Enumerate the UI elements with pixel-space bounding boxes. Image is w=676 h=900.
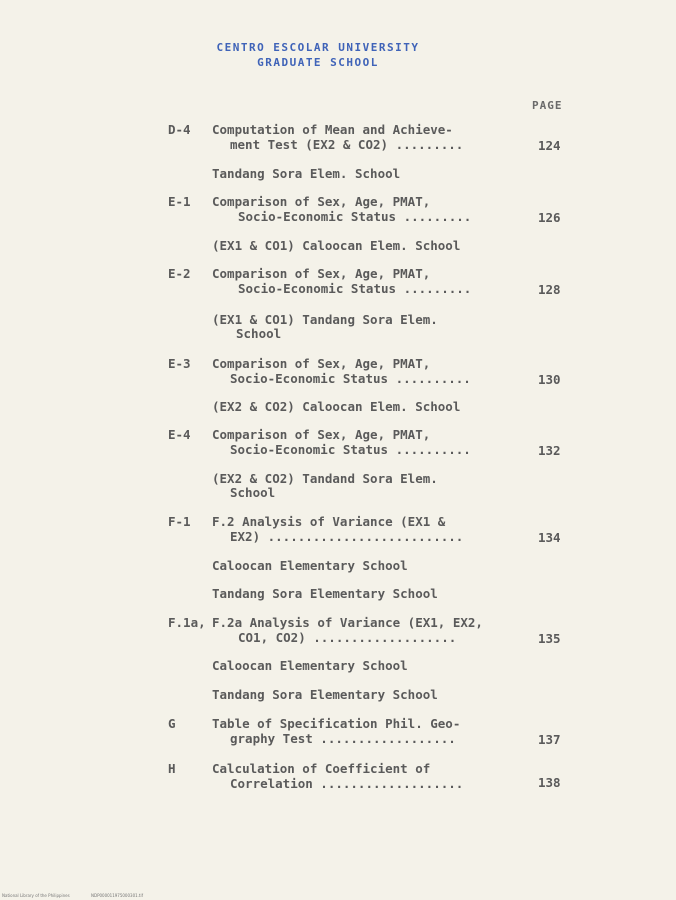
entry-page: 126 (538, 210, 561, 225)
entry-title: Comparison of Sex, Age, PMAT, (212, 194, 431, 209)
entry-code: H (168, 761, 176, 776)
entry-subline: Caloocan Elementary School (212, 658, 408, 673)
entry-code: E-3 (168, 356, 191, 371)
entry-code: D-4 (168, 122, 191, 137)
entry-page: 137 (538, 732, 561, 747)
entry-title: Computation of Mean and Achieve- (212, 122, 453, 137)
entry-title: Calculation of Coefficient of (212, 761, 431, 776)
entry-subline: Tandang Sora Elementary School (212, 586, 438, 601)
entry-page: 134 (538, 530, 561, 545)
entry-title-cont: graphy Test .................. (230, 731, 456, 746)
entry-title-cont: Socio-Economic Status .......... (230, 371, 471, 386)
entry-title-cont: Correlation ................... (230, 776, 464, 791)
entry-code: E-4 (168, 427, 191, 442)
university-name: CENTRO ESCOLAR UNIVERSITY (216, 41, 420, 54)
entry-page: 135 (538, 631, 561, 646)
footer-library: National Library of the Philippines (2, 893, 70, 898)
entry-title-cont: ment Test (EX2 & CO2) ......... (230, 137, 464, 152)
entry-code: E-2 (168, 266, 191, 281)
entry-code: E-1 (168, 194, 191, 209)
entry-title: Table of Specification Phil. Geo- (212, 716, 461, 731)
entry-subline: School (230, 485, 276, 500)
entry-page: 138 (538, 775, 561, 790)
entry-title: Comparison of Sex, Age, PMAT, (212, 266, 431, 281)
scan-footer (2, 893, 163, 898)
entry-subline: (EX1 & CO1) Caloocan Elem. School (212, 238, 461, 253)
footer-filename: NDP000011975000301.tif (91, 893, 144, 898)
entry-title: F.2a Analysis of Variance (EX1, EX2, (212, 615, 483, 630)
entry-page: 124 (538, 138, 561, 153)
entry-subline: (EX1 & CO1) Tandang Sora Elem. (212, 312, 438, 327)
entry-title-cont: CO1, CO2) ................... (238, 630, 457, 645)
entry-code: F-1 (168, 514, 191, 529)
entry-title-cont: Socio-Economic Status ......... (238, 209, 472, 224)
school-name: GRADUATE SCHOOL (257, 56, 379, 69)
entry-title-cont: Socio-Economic Status .......... (230, 442, 471, 457)
entry-title: F.2 Analysis of Variance (EX1 & (212, 514, 446, 529)
entry-page: 132 (538, 443, 561, 458)
entry-code: F.1a, (168, 615, 206, 630)
entry-title: Comparison of Sex, Age, PMAT, (212, 427, 431, 442)
entry-page: 130 (538, 372, 561, 387)
entry-subline: Tandang Sora Elementary School (212, 687, 438, 702)
entry-page: 128 (538, 282, 561, 297)
entry-subline: School (236, 326, 282, 341)
entry-subline: Caloocan Elementary School (212, 558, 408, 573)
entry-subline: (EX2 & CO2) Caloocan Elem. School (212, 399, 461, 414)
entry-title-cont: Socio-Economic Status ......... (238, 281, 472, 296)
entry-title: Comparison of Sex, Age, PMAT, (212, 356, 431, 371)
entry-subline: Tandang Sora Elem. School (212, 166, 401, 181)
entry-title-cont: EX2) .......................... (230, 529, 464, 544)
entry-code: G (168, 716, 176, 731)
entry-subline: (EX2 & CO2) Tandand Sora Elem. (212, 471, 438, 486)
page-column-label: PAGE (532, 99, 563, 112)
